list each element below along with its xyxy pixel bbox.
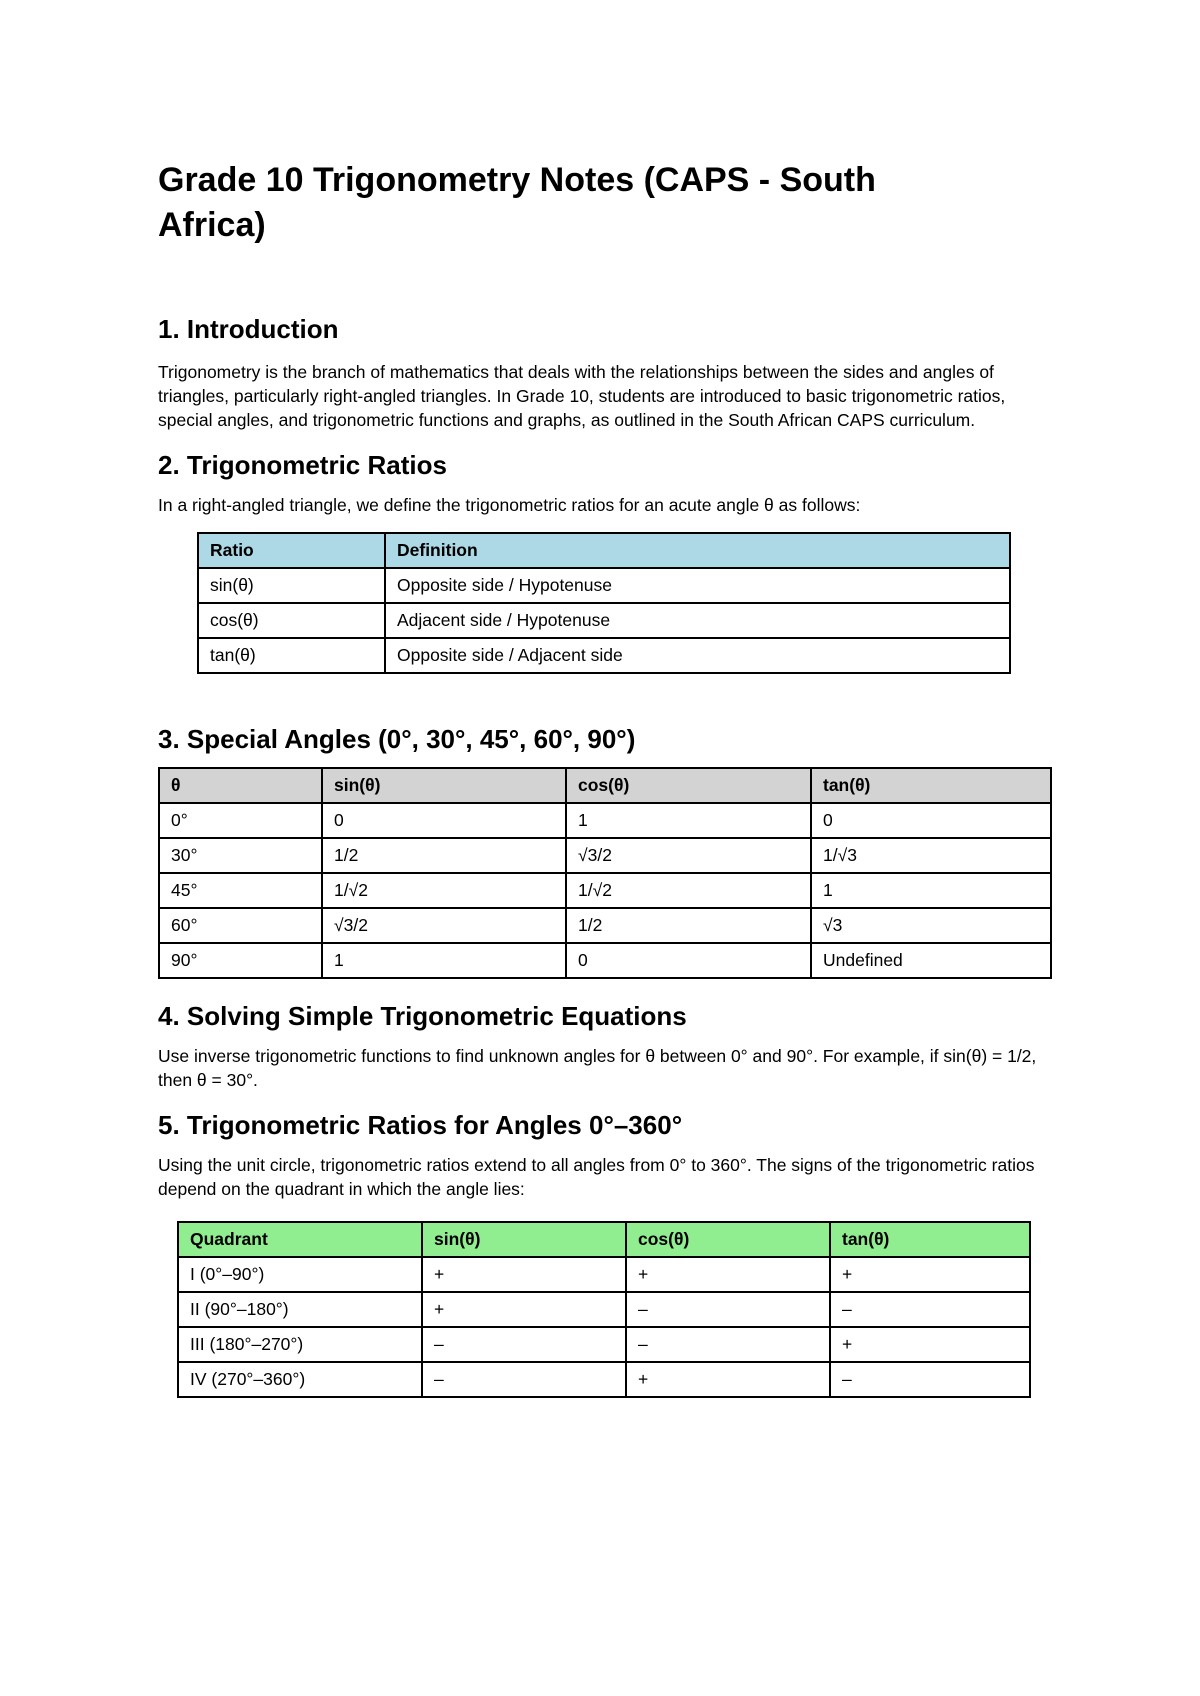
table-header-cell: θ xyxy=(159,768,322,803)
table-row xyxy=(198,638,1010,673)
table-cell: + xyxy=(830,1327,1030,1362)
table-cell: + xyxy=(422,1257,626,1292)
table-cell: IV (270°–360°) xyxy=(178,1362,422,1397)
table-header-cell: cos(θ) xyxy=(566,768,811,803)
table-cell: – xyxy=(626,1292,830,1327)
table-header-cell: Quadrant xyxy=(178,1222,422,1257)
table-row xyxy=(198,603,1010,638)
table-cell: cos(θ) xyxy=(198,603,385,638)
section-heading-angles-0-360: 5. Trigonometric Ratios for Angles 0°–360° xyxy=(158,1110,683,1140)
table-row xyxy=(198,568,1010,603)
table-header-cell: sin(θ) xyxy=(322,768,566,803)
table-cell: 1 xyxy=(811,873,1051,908)
table-cell: Opposite side / Adjacent side xyxy=(385,638,1010,673)
table-cell: – xyxy=(422,1327,626,1362)
table-header-cell: sin(θ) xyxy=(422,1222,626,1257)
table-cell: 0° xyxy=(159,803,322,838)
ratios-paragraph: In a right-angled triangle, we define the trigonometric ratios for an acute angle θ as follows: xyxy=(158,495,861,515)
table-header-cell: Ratio xyxy=(198,533,385,568)
table-cell: III (180°–270°) xyxy=(178,1327,422,1362)
table-cell: √3/2 xyxy=(322,908,566,943)
table-row xyxy=(178,1257,1030,1292)
table-cell: 1 xyxy=(322,943,566,978)
table-cell: √3 xyxy=(811,908,1051,943)
table-cell: – xyxy=(422,1362,626,1397)
table-cell: I (0°–90°) xyxy=(178,1257,422,1292)
table-row xyxy=(159,873,1051,908)
table-cell: Adjacent side / Hypotenuse xyxy=(385,603,1010,638)
table-cell: 45° xyxy=(159,873,322,908)
table-cell: + xyxy=(626,1362,830,1397)
table-cell: + xyxy=(422,1292,626,1327)
document-title: Grade 10 Trigonometry Notes (CAPS - South Africa) xyxy=(158,161,876,244)
document-page xyxy=(158,158,1058,1398)
table-header-row xyxy=(198,533,1010,568)
table-row xyxy=(159,838,1051,873)
table-cell: II (90°–180°) xyxy=(178,1292,422,1327)
ratios-table xyxy=(197,532,1011,674)
table-header-cell: tan(θ) xyxy=(811,768,1051,803)
table-cell: – xyxy=(830,1292,1030,1327)
table-row xyxy=(159,908,1051,943)
table-cell: 0 xyxy=(811,803,1051,838)
table-cell: 90° xyxy=(159,943,322,978)
table-cell: 1/√2 xyxy=(566,873,811,908)
table-header-row xyxy=(159,768,1051,803)
table-header-cell: Definition xyxy=(385,533,1010,568)
table-cell: sin(θ) xyxy=(198,568,385,603)
table-cell: 1/√3 xyxy=(811,838,1051,873)
table-cell: √3/2 xyxy=(566,838,811,873)
table-row xyxy=(159,803,1051,838)
table-cell: 1/2 xyxy=(322,838,566,873)
table-cell: – xyxy=(830,1362,1030,1397)
table-row xyxy=(178,1327,1030,1362)
quadrant-signs-table xyxy=(177,1221,1031,1398)
table-cell: 0 xyxy=(566,943,811,978)
section-heading-introduction: 1. Introduction xyxy=(158,314,339,344)
table-cell: 30° xyxy=(159,838,322,873)
table-cell: 0 xyxy=(322,803,566,838)
table-cell: 1/√2 xyxy=(322,873,566,908)
table-cell: 1/2 xyxy=(566,908,811,943)
section-heading-solving-equations: 4. Solving Simple Trigonometric Equations xyxy=(158,1001,687,1031)
table-row xyxy=(178,1362,1030,1397)
table-row xyxy=(159,943,1051,978)
special-angles-table xyxy=(158,767,1052,979)
table-cell: Opposite side / Hypotenuse xyxy=(385,568,1010,603)
section-heading-trigonometric-ratios: 2. Trigonometric Ratios xyxy=(158,450,447,480)
table-cell: – xyxy=(626,1327,830,1362)
table-row xyxy=(178,1292,1030,1327)
table-cell: tan(θ) xyxy=(198,638,385,673)
introduction-paragraph: Trigonometry is the branch of mathematics that deals with the relationships between the sides and angles of triangles, particularly right-angled triangles. In Grade 10, students are introduced to basic trigonometric ratios, special angles, and trigonometric functions and graphs, as outlined in the South African CAPS curriculum. xyxy=(158,362,1006,430)
table-cell: 1 xyxy=(566,803,811,838)
table-header-row xyxy=(178,1222,1030,1257)
table-cell: Undefined xyxy=(811,943,1051,978)
table-cell: + xyxy=(626,1257,830,1292)
quadrants-paragraph: Using the unit circle, trigonometric ratios extend to all angles from 0° to 360°. The signs of the trigonometric ratios depend on the quadrant in which the angle lies: xyxy=(158,1155,1035,1199)
equations-paragraph: Use inverse trigonometric functions to find unknown angles for θ between 0° and 90°. For example, if sin(θ) = 1/2, then θ = 30°. xyxy=(158,1046,1037,1090)
table-cell: 60° xyxy=(159,908,322,943)
table-cell: + xyxy=(830,1257,1030,1292)
section-heading-special-angles: 3. Special Angles (0°, 30°, 45°, 60°, 90°) xyxy=(158,724,636,754)
table-header-cell: tan(θ) xyxy=(830,1222,1030,1257)
table-header-cell: cos(θ) xyxy=(626,1222,830,1257)
